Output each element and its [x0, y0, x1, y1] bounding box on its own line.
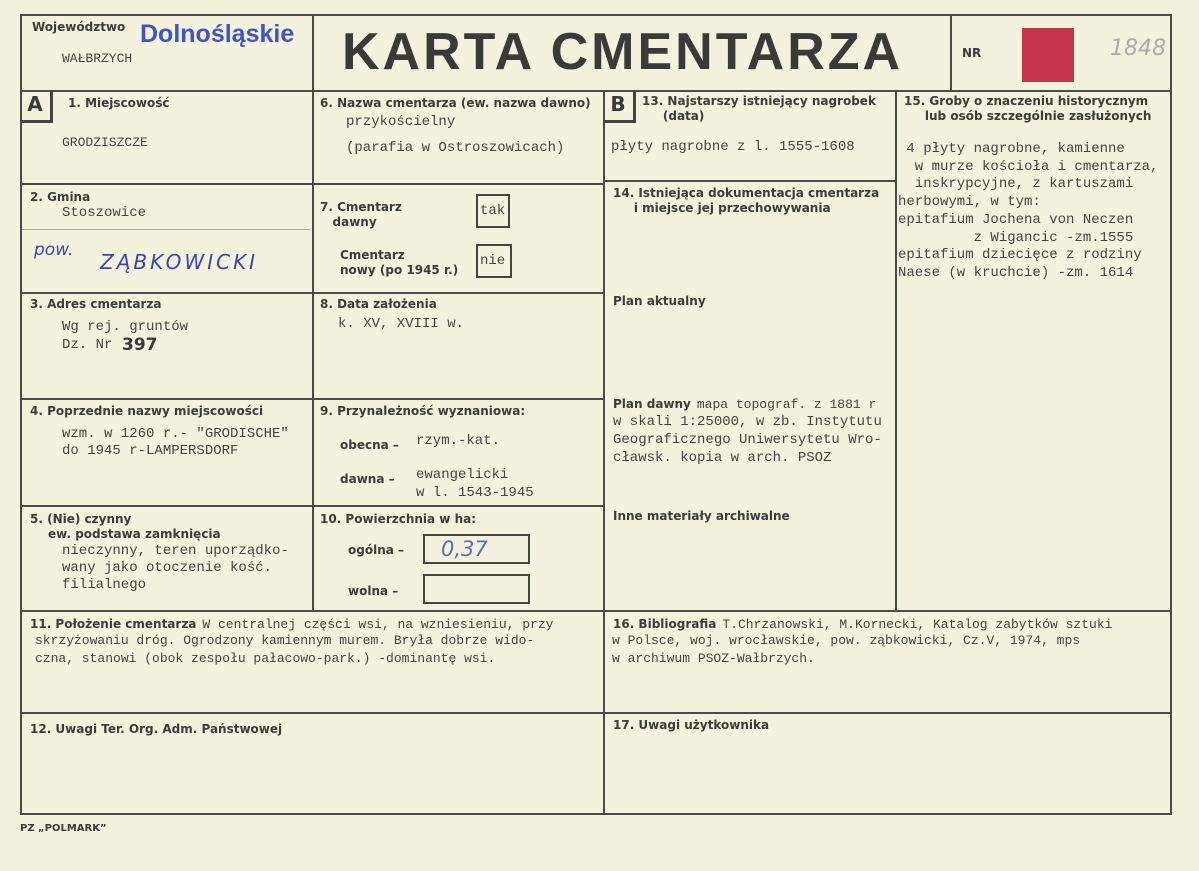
field-11-label: 11. Położenie cmentarza: [30, 617, 197, 631]
field-5-line: filialnego: [62, 577, 147, 593]
field-3-label: 3. Adres cmentarza: [30, 297, 162, 311]
field-15-value: 4 płyty nagrobne, kamienne w murze kościoła i cmentarza, inskrypcyjne, z kartuszami herbowymi, w tym: epitafium Jochena von Neczen z Wigancic -zm.1555 epitafium dziecięce z rodziny Naese (w kruchcie) -zm. 1614: [898, 141, 1159, 281]
new-cemetery-box: nie: [476, 244, 512, 278]
voivodeship-stamp: Dolnośląskie: [140, 20, 295, 48]
pow-label: pow.: [34, 240, 74, 260]
field-6-label: 6. Nazwa cmentarza (ew. nazwa dawno): [320, 96, 591, 110]
old-plan-line: cławsk. kopia w arch. PSOZ: [613, 450, 832, 466]
old-plan-line: w skali 1:25000, w zb. Instytutu: [613, 414, 882, 430]
field-11-first-row: [30, 614, 553, 634]
field-16-first-row: [613, 614, 1112, 634]
current-denomination-value: rzym.-kat.: [416, 433, 501, 449]
field-8-value: k. XV, XVIII w.: [338, 316, 465, 332]
field-6-line: (parafia w Ostroszowicach): [346, 140, 565, 156]
divider: [22, 229, 310, 230]
field-4-label: 4. Poprzednie nazwy miejscowości: [30, 404, 264, 418]
nr-red-mark: Z: [1022, 28, 1074, 82]
field-16-label: 16. Bibliografia: [613, 617, 717, 631]
field-11-line: skrzyżowaniu dróg. Ogrodzony kamiennym murem. Bryła dobrze wido-: [35, 633, 535, 648]
field-4-line: do 1945 r-LAMPERSDORF: [62, 443, 239, 459]
field-12-label: 12. Uwagi Ter. Org. Adm. Państwowej: [30, 722, 283, 736]
total-area-box: 0,37: [423, 534, 530, 564]
nr-handwritten: 1848: [1110, 36, 1166, 61]
former-denomination-label: dawna –: [340, 472, 395, 486]
printer-mark: PZ „POLMARK”: [20, 823, 107, 834]
field-16-line: w archiwum PSOZ-Wałbrzych.: [612, 651, 815, 666]
field-16-line: w Polsce, woj. wrocławskie, pow. ząbkowicki, Cz.V, 1974, mps: [612, 633, 1081, 648]
field-9-label: 9. Przynależność wyznaniowa:: [320, 404, 526, 418]
field-14-label: 14. Istniejąca dokumentacja cmentarza i miejsce jej przechowywania: [613, 186, 880, 215]
free-area-box: [423, 574, 530, 604]
field-11-line: W centralnej części wsi, na wzniesieniu, przy: [202, 617, 554, 632]
total-area-label: ogólna –: [348, 543, 405, 557]
former-denomination-value: ewangelicki: [416, 467, 509, 483]
current-denomination-label: obecna –: [340, 438, 399, 452]
field-16-line: T.Chrzanowski, M.Kornecki, Katalog zabytków sztuki: [722, 617, 1113, 632]
field-1-value: GRODZISZCZE: [62, 135, 148, 150]
nr-label: NR: [962, 46, 982, 60]
section-b-letter: B: [603, 90, 636, 123]
field-5-line: nieczynny, teren uporządko-: [62, 543, 289, 559]
field-5-sublabel: ew. podstawa zamknięcia: [48, 527, 221, 541]
field-7-label: 7. Cmentarz dawny: [320, 200, 402, 229]
voivodeship-label: Województwo: [32, 20, 126, 34]
new-cemetery-label: Cmentarz nowy (po 1945 r.): [340, 248, 459, 277]
field-3-line: Dz. Nr: [62, 337, 113, 353]
field-6-line: przykościelny: [346, 114, 456, 130]
old-cemetery-box: tak: [476, 194, 510, 228]
old-plan-label: Plan dawny: [613, 397, 691, 411]
field-5-line: wany jako otoczenie kość.: [62, 560, 273, 576]
field-17-label: 17. Uwagi użytkownika: [613, 718, 770, 732]
field-13-label: 13. Najstarszy istniejący nagrobek (data): [642, 94, 876, 123]
field-1-label: 1. Miejscowość: [68, 96, 170, 110]
field-13-value: płyty nagrobne z l. 1555-1608: [611, 139, 855, 155]
field-2-value: Stoszowice: [62, 205, 147, 221]
field-2-label: 2. Gmina: [30, 190, 91, 204]
voivodeship-typed: WAŁBRZYCH: [62, 51, 133, 66]
field-5-label: 5. (Nie) czynny: [30, 512, 132, 526]
field-11-line: czna, stanowi (obok zespołu pałacowo-park.) -dominantę wsi.: [35, 651, 496, 666]
field-8-label: 8. Data założenia: [320, 297, 437, 311]
old-plan-line: Geograficznego Uniwersytetu Wro-: [613, 432, 882, 448]
field-4-line: wzm. w 1260 r.- "GRODISCHE": [62, 426, 289, 442]
pow-value: ZĄBKOWICKI: [100, 250, 259, 274]
field-10-label: 10. Powierzchnia w ha:: [320, 512, 477, 526]
free-area-label: wolna –: [348, 584, 399, 598]
page-title: KARTA CMENTARZA: [342, 23, 904, 81]
old-plan-row: [613, 394, 876, 414]
field-15-label: 15. Groby o znaczeniu historycznym lub osób szczególnie zasłużonych: [904, 94, 1152, 123]
field-3-line: Wg rej. gruntów: [62, 319, 189, 335]
former-denomination-value: w l. 1543-1945: [416, 485, 534, 501]
other-materials-label: Inne materiały archiwalne: [613, 509, 790, 523]
section-a-letter: A: [20, 90, 53, 123]
plot-number: 397: [122, 335, 158, 355]
current-plan-label: Plan aktualny: [613, 294, 706, 308]
old-plan-line: mapa topograf. z 1881 r: [696, 397, 877, 412]
